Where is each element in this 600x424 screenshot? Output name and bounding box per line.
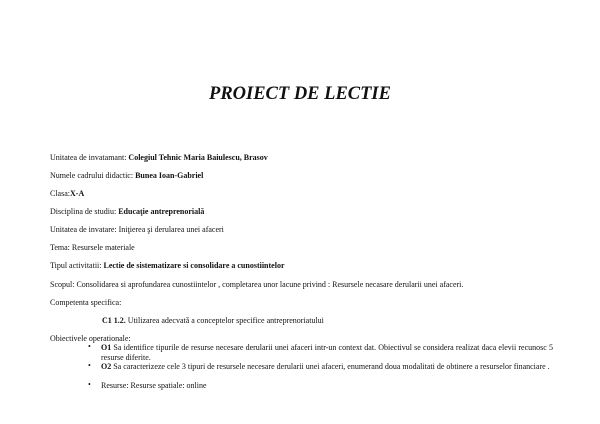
field-value: Lectie de sistematizare si consolidare a cunostiintelor — [103, 261, 285, 270]
field-line — [50, 261, 285, 271]
field-value: X-A — [70, 189, 85, 198]
bullet-icon: • — [88, 342, 91, 351]
bullet-icon: • — [88, 361, 91, 370]
objective-text: Sa caracterizeze cele 3 tipuri de resursele necesare derularii unei afaceri, enumerand doua modalitati de obtinere a resurselor financiare . — [111, 362, 550, 371]
field-value: Educaţie antreprenorială — [118, 207, 205, 216]
objective-code: O1 — [101, 343, 112, 352]
field-label: Disciplina de studiu: — [50, 207, 119, 216]
field-line — [50, 225, 224, 235]
objective-code: O2 — [101, 362, 112, 371]
competence-code: C1 1.2. — [102, 316, 126, 325]
field-label: Numele cadrului didactic: — [50, 171, 136, 180]
field-label: Tipul activitatii: — [50, 261, 104, 270]
field-line — [50, 153, 268, 163]
field-line — [50, 243, 135, 253]
field-value: Bunea Ioan-Gabriel — [135, 171, 204, 180]
field-line — [50, 207, 204, 217]
field-label: Scopul: Consolidarea si aprofundarea cunostiintelor , completarea unor lacune privind : Resursele necasare derularii unei afaceri. — [50, 280, 464, 289]
field-label: Unitatea de invatamant: — [50, 153, 129, 162]
field-value: Colegiul Tehnic Maria Baiulescu, Brasov — [128, 153, 268, 162]
objective-text: Resurse: Resurse spatiale: online — [101, 381, 207, 390]
objective-item — [101, 362, 553, 372]
field-label: Clasa: — [50, 189, 70, 198]
objectives-label: Obiectivele operationale: — [50, 334, 131, 343]
field-label: Unitatea de invatare: Iniţierea şi derularea unei afaceri — [50, 225, 224, 234]
bullet-icon: • — [88, 380, 91, 389]
competence — [102, 316, 324, 326]
field-label: Competenta specifica: — [50, 298, 122, 307]
objective-item — [101, 381, 553, 391]
field-line — [50, 189, 84, 199]
field-label: Tema: Resursele materiale — [50, 243, 135, 252]
objective-text: Sa identifice tipurile de resurse necesare derularii unei afaceri intr-un context dat. Obiectivul se considera realizat daca elevii recunosc 5 resurse diferite. — [101, 343, 553, 362]
field-line — [50, 280, 463, 290]
page-title: PROIECT DE LECTIE — [209, 84, 391, 104]
competence-text: Utilizarea adecvatǎ a conceptelor specifice antreprenoriatului — [125, 316, 324, 325]
objective-item — [101, 343, 553, 362]
field-line — [50, 298, 121, 308]
field-line — [50, 171, 203, 181]
